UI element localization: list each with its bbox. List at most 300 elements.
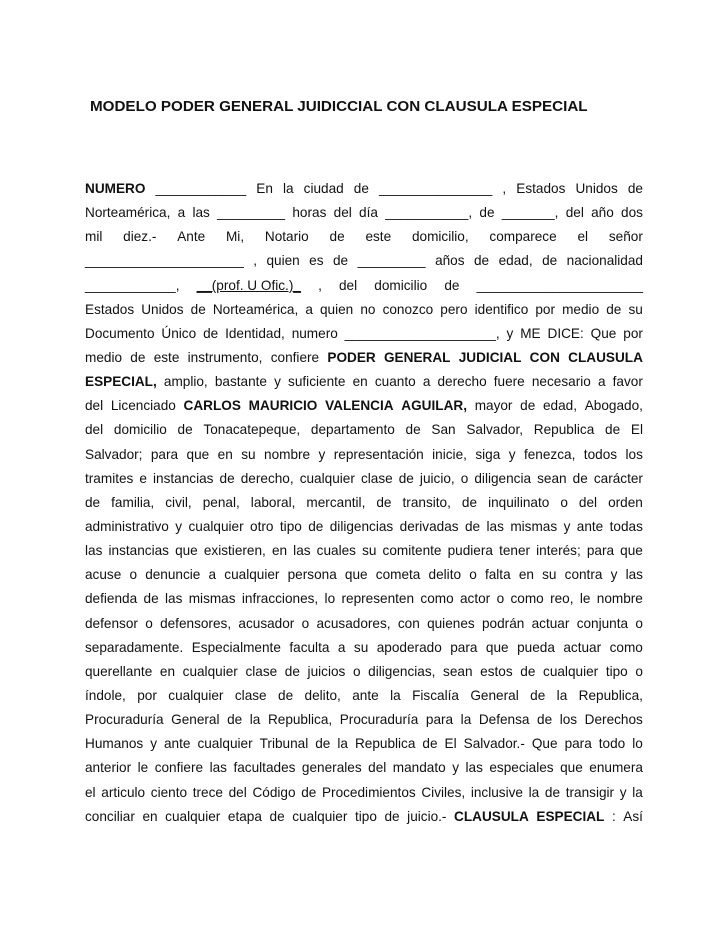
text-word: por — [535, 301, 556, 317]
text-word: enumera — [589, 760, 643, 776]
text-word: para — [586, 543, 615, 559]
text-word: carácter — [593, 470, 643, 486]
text-word: en — [217, 446, 233, 462]
text-word: General — [470, 687, 519, 703]
text-word: la — [528, 784, 540, 800]
text-word: de — [572, 470, 588, 486]
text-word: de — [329, 229, 345, 245]
text-word: medio — [562, 301, 600, 317]
text-word: transito, — [402, 494, 451, 510]
text-word: CARLOS — [183, 398, 241, 414]
text-word: de — [219, 470, 235, 486]
text-word: edad, — [498, 253, 533, 269]
text-word: nacionalidad — [566, 253, 643, 269]
text-word: a — [305, 301, 313, 317]
text-word: DICE: — [547, 325, 584, 341]
text-word: Civiles, — [421, 784, 466, 800]
text-word: fuere — [493, 374, 525, 390]
text-word: domicilio — [374, 277, 428, 293]
text-word: faculta — [289, 639, 330, 655]
text-word: fenezca, — [523, 446, 576, 462]
text-word: mayor — [474, 398, 513, 414]
text-word: índole, — [85, 687, 126, 703]
text-word: Procuraduría — [85, 712, 164, 728]
text-word: conjunta — [576, 615, 629, 631]
text-word: _____________________ — [85, 253, 244, 269]
text-word: Documento — [85, 325, 155, 341]
text-word: mismas — [510, 518, 558, 534]
text-word: todos — [583, 446, 618, 462]
text-word: Estados — [516, 181, 566, 196]
text-word: derecho, — [240, 470, 294, 486]
text-word: tipo — [605, 663, 628, 679]
text-line — [85, 539, 643, 563]
text-word: la — [282, 181, 294, 196]
text-word: reo, — [550, 591, 574, 607]
text-word: acusador — [238, 615, 295, 631]
text-word: interés; — [536, 543, 581, 559]
text-word: de — [384, 808, 400, 824]
text-line — [85, 346, 643, 370]
text-word: inicie, — [432, 446, 467, 462]
text-word: de — [353, 181, 369, 196]
text-word: medio — [85, 349, 123, 365]
document-body — [85, 177, 643, 829]
text-word: San — [431, 422, 456, 438]
text-word: tener — [499, 543, 531, 559]
text-word: amplio, — [163, 374, 208, 390]
text-word: de — [301, 784, 317, 800]
text-word: cualquier — [165, 808, 221, 824]
text-word: de — [474, 253, 490, 269]
text-line — [85, 781, 643, 805]
text-word: otro — [250, 518, 274, 534]
text-word: para — [425, 712, 454, 728]
text-word: a — [177, 205, 186, 221]
text-word: año — [591, 205, 614, 221]
text-word: quien — [319, 301, 354, 317]
text-word: confiere — [270, 349, 320, 365]
text-word: cualquier — [543, 663, 599, 679]
text-word: de — [143, 591, 159, 607]
text-word: Salvador; — [85, 446, 143, 462]
text-word: o — [560, 494, 568, 510]
text-line — [85, 418, 643, 442]
text-word: las — [293, 543, 311, 559]
text-word: Tonacatepeque, — [203, 422, 301, 438]
text-word: clase — [234, 687, 267, 703]
text-word: ____________, — [85, 277, 180, 293]
text-word: del — [85, 398, 104, 414]
text-word: Defensa — [478, 712, 530, 728]
text-word: Norteamérica, — [212, 301, 299, 317]
text-word: Procuraduría — [339, 712, 419, 728]
text-word: Derechos — [584, 712, 643, 728]
text-word: su — [628, 301, 643, 317]
text-word: ante — [163, 736, 191, 752]
text-word: de — [85, 494, 101, 510]
text-word: juicio.- — [407, 808, 447, 824]
text-word: que — [344, 567, 368, 583]
text-word: de — [284, 663, 300, 679]
text-word: a — [422, 374, 431, 390]
text-word: de — [520, 663, 536, 679]
text-word: domicilio — [113, 422, 167, 438]
text-word: confiere — [154, 760, 204, 776]
text-word: lo — [324, 591, 336, 607]
text-word: y — [318, 446, 326, 462]
text-word: o — [145, 615, 153, 631]
text-word: defienda — [85, 591, 138, 607]
text-word: anterior — [85, 760, 132, 776]
text-word: Fiscalía — [412, 687, 459, 703]
text-word: ______________________ — [476, 277, 643, 293]
text-word: años — [435, 253, 465, 269]
text-word: cualquier — [168, 687, 224, 703]
document-title: MODELO PODER GENERAL JUIDICCIAL CON CLAUSULA ESPECIAL — [90, 98, 588, 115]
text-word: cualquier — [292, 808, 348, 824]
text-word: inclusive — [470, 784, 523, 800]
text-word: del — [339, 277, 358, 293]
text-word: la — [632, 784, 643, 800]
text-word: , — [318, 277, 322, 293]
text-word: _______, — [501, 205, 559, 221]
text-word: su — [353, 639, 369, 655]
text-word: y — [563, 518, 571, 534]
text-word: Ante — [177, 229, 206, 245]
text-word: el — [577, 229, 589, 245]
text-word: siga — [475, 446, 501, 462]
text-word: civil, — [165, 494, 192, 510]
text-word: El — [630, 422, 643, 438]
text-word: de — [130, 349, 146, 365]
text-word: por — [623, 325, 643, 341]
text-word: en — [352, 374, 368, 390]
text-word: instancias — [108, 543, 169, 559]
text-word: de — [520, 398, 536, 414]
text-word: diligencias — [329, 518, 394, 534]
text-word: de — [605, 422, 621, 438]
text-word: la — [249, 712, 261, 728]
text-line — [85, 515, 643, 539]
text-word: articulo — [101, 784, 146, 800]
text-word: de — [530, 687, 546, 703]
text-word: podrán — [481, 615, 525, 631]
text-word: diez.- — [123, 229, 157, 245]
text-word: en — [518, 567, 534, 583]
text-line — [85, 249, 643, 273]
text-word: su — [542, 567, 557, 583]
text-word: e — [139, 470, 147, 486]
text-word: trece — [192, 784, 223, 800]
text-word: Código — [252, 784, 296, 800]
text-word: que — [620, 543, 643, 559]
text-line — [85, 563, 643, 587]
text-word: Tribunal — [259, 736, 309, 752]
text-line — [85, 587, 643, 611]
text-word: o — [469, 567, 477, 583]
text-word: ___________, — [385, 205, 473, 221]
text-word: actuar — [563, 639, 602, 655]
text-word: Identidad, — [225, 325, 285, 341]
text-word: de — [542, 253, 558, 269]
text-word: sean — [443, 663, 473, 679]
text-word: nombre — [596, 591, 643, 607]
text-word: diligencia — [474, 470, 532, 486]
text-word: como — [420, 591, 454, 607]
text-word: Mi, — [225, 229, 245, 245]
text-word: separadamente. — [85, 639, 184, 655]
text-word: la — [337, 736, 348, 752]
text-line — [85, 660, 643, 684]
text-word: o — [460, 470, 469, 486]
text-word: generales — [301, 760, 362, 776]
text-line — [85, 805, 643, 829]
text-word: identifico — [474, 301, 529, 317]
text-line — [85, 443, 643, 467]
text-word: cualquier — [299, 470, 355, 486]
text-word: Licenciado — [110, 398, 176, 414]
text-word: y — [452, 760, 459, 776]
text-word: administrativo — [85, 518, 169, 534]
text-word: cualquier — [224, 567, 280, 583]
text-word: que — [175, 543, 198, 559]
text-word: que — [485, 639, 509, 655]
text-word: infracciones, — [241, 591, 319, 607]
text-word: Republica, — [578, 687, 643, 703]
text-word: , — [253, 253, 257, 269]
text-word: numero — [291, 325, 338, 341]
text-word: derivadas — [399, 518, 459, 534]
text-word: su — [362, 543, 377, 559]
text-line — [85, 298, 643, 322]
text-word: y — [506, 325, 514, 341]
text-word: de — [190, 301, 206, 317]
text-word: es — [309, 253, 324, 269]
text-word: defensor — [85, 615, 138, 631]
text-word: Salvador, — [466, 422, 524, 438]
text-word: los — [559, 712, 578, 728]
text-word: las — [486, 518, 504, 534]
text-word: cometa — [375, 567, 421, 583]
text-word: actor — [459, 591, 491, 607]
text-word: conciliar — [85, 808, 135, 824]
text-word: mismas — [188, 591, 236, 607]
text-word: la — [460, 712, 472, 728]
text-word: representen — [341, 591, 415, 607]
text-word: del — [85, 422, 104, 438]
text-word: lo — [632, 736, 643, 752]
text-word: comparece — [489, 229, 557, 245]
text-word: a — [208, 567, 217, 583]
text-word: querellante — [85, 663, 153, 679]
text-word: en — [159, 663, 176, 679]
text-word: de — [422, 736, 438, 752]
text-word: del — [578, 494, 598, 510]
text-word: En — [256, 181, 273, 196]
text-word: , — [502, 181, 507, 196]
text-word: Notario — [264, 229, 309, 245]
text-word: de — [405, 422, 421, 438]
text-word: este — [365, 229, 392, 245]
text-word: CLAUSULA — [454, 808, 529, 824]
text-word: y — [175, 518, 183, 534]
text-word: Abogado, — [584, 398, 643, 414]
text-word: dos — [621, 205, 643, 221]
text-word: transigir — [565, 784, 615, 800]
text-word: ante — [576, 518, 604, 534]
text-word: ESPECIAL, — [85, 374, 157, 390]
text-word: sean — [537, 470, 567, 486]
text-word: Republica — [354, 736, 416, 752]
text-word: existieren, — [203, 543, 266, 559]
text-word: ciudad — [303, 181, 344, 196]
text-word: Procedimientos — [321, 784, 416, 800]
text-word: quien — [266, 253, 300, 269]
text-word: clase — [245, 663, 278, 679]
text-word: mil — [85, 229, 103, 245]
text-word: diligencias, — [368, 663, 436, 679]
text-word: para — [150, 446, 179, 462]
text-line — [85, 684, 643, 708]
text-word: ciento — [150, 784, 188, 800]
text-line — [85, 636, 643, 660]
text-word: General — [171, 712, 220, 728]
text-word: ESPECIAL — [536, 808, 605, 824]
text-word: cuanto — [374, 374, 416, 390]
text-word: cualquier — [188, 518, 244, 534]
text-word: necesario — [531, 374, 591, 390]
text-word: acuse — [85, 567, 122, 583]
text-word: que — [560, 760, 583, 776]
text-word: quienes — [427, 615, 475, 631]
text-word: o — [352, 663, 361, 679]
text-word: y — [274, 374, 281, 390]
text-word: derecho — [437, 374, 487, 390]
text-word: las — [164, 591, 183, 607]
text-word: pudiera — [447, 543, 493, 559]
text-word: en — [271, 543, 288, 559]
text-word: Especialmente — [191, 639, 281, 655]
text-word: o — [635, 663, 643, 679]
text-word: de — [227, 712, 243, 728]
text-word: cualquier — [197, 736, 253, 752]
text-word: de — [278, 687, 294, 703]
text-line — [85, 274, 643, 298]
text-word: clase — [360, 470, 393, 486]
text-word: actuar — [531, 615, 570, 631]
text-word: El — [444, 736, 457, 752]
text-line — [85, 732, 643, 756]
text-word: de — [376, 494, 392, 510]
text-word: orden — [608, 494, 643, 510]
text-word: suficiente — [288, 374, 346, 390]
text-word: y — [610, 567, 618, 583]
text-word: PODER — [327, 349, 376, 365]
text-word: de — [627, 181, 643, 196]
text-word: horas — [292, 205, 327, 221]
text-word: falta — [484, 567, 511, 583]
text-word: GENERAL — [383, 349, 451, 365]
text-word: apoderado — [376, 639, 442, 655]
text-word: a — [337, 639, 346, 655]
text-word: las — [192, 205, 210, 221]
text-word: mercantil, — [306, 494, 366, 510]
text-word: defensores, — [160, 615, 232, 631]
text-word: ____________ — [155, 181, 247, 196]
text-word: del — [565, 205, 584, 221]
text-word: por — [137, 687, 157, 703]
text-line — [85, 708, 643, 732]
text-line — [85, 322, 643, 346]
text-word: o — [635, 615, 643, 631]
text-word: su — [241, 446, 256, 462]
text-word: inquilinato — [488, 494, 550, 510]
text-word: de — [444, 277, 460, 293]
text-word: AGUILAR, — [401, 398, 467, 414]
text-word: denuncie — [145, 567, 201, 583]
text-word: de — [479, 205, 495, 221]
text-word: o — [301, 615, 310, 631]
text-word: en — [142, 808, 158, 824]
text-word: el — [85, 784, 96, 800]
text-word: tipo — [279, 518, 302, 534]
text-word: de — [332, 253, 349, 269]
text-word: comitente — [382, 543, 442, 559]
text-word: todas — [609, 518, 643, 534]
text-word: de — [177, 422, 193, 438]
text-line — [85, 491, 643, 515]
text-word: las — [625, 567, 643, 583]
text-word: como — [609, 639, 643, 655]
text-word: de — [537, 712, 553, 728]
text-word: de — [465, 518, 481, 534]
text-word: de — [308, 518, 324, 534]
text-word: juicio, — [419, 470, 455, 486]
text-word: Republica — [533, 422, 595, 438]
text-word: como — [510, 591, 544, 607]
text-word: pero — [440, 301, 468, 317]
text-word: ____________________, — [344, 325, 500, 341]
text-word: de — [203, 325, 219, 341]
text-word: los — [625, 446, 643, 462]
text-word: la — [556, 687, 568, 703]
text-word: _________ — [217, 205, 286, 221]
text-word: persona — [287, 567, 337, 583]
text-word: estos — [480, 663, 513, 679]
text-word: VALENCIA — [325, 398, 394, 414]
text-word: la — [390, 687, 401, 703]
text-word: Único — [161, 325, 197, 341]
text-word: de — [398, 470, 414, 486]
text-word: especiales — [489, 760, 554, 776]
text-word: todo — [598, 736, 626, 752]
text-word: o — [129, 567, 138, 583]
text-word: JUDICIAL — [458, 349, 522, 365]
text-word: las — [85, 543, 103, 559]
text-word: instrumento, — [187, 349, 263, 365]
text-word: NUMERO — [85, 181, 146, 196]
text-word: bastante — [214, 374, 267, 390]
text-word: o — [496, 591, 505, 607]
text-word: departamento — [310, 422, 395, 438]
text-word: __(prof. U Ofic.)_ — [196, 277, 301, 293]
text-word: Salvador.- — [463, 736, 525, 752]
text-line — [85, 467, 643, 491]
text-word: nombre — [264, 446, 311, 462]
text-word: señor — [608, 229, 643, 245]
text-word: facultades — [233, 760, 296, 776]
